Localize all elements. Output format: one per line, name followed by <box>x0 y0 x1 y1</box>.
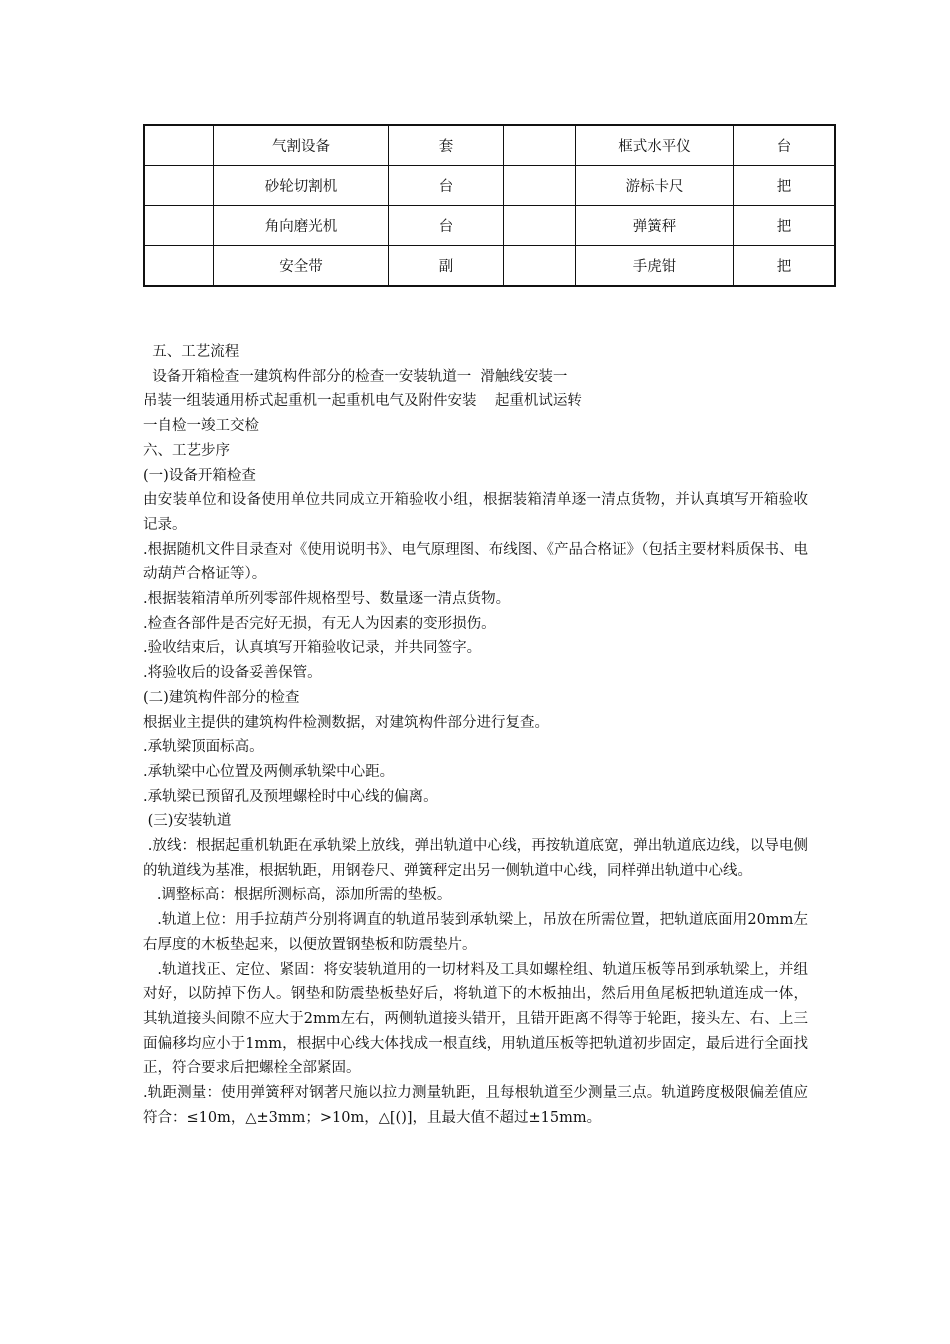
paragraph: 由安装单位和设备使用单位共同成立开箱验收小组，根据装箱清单逐一清点货物，并认真填写开箱验收记录。 <box>143 492 808 533</box>
subsection-heading: (一)设备开箱检查 <box>143 467 256 484</box>
table-cell: 框式水平仪 <box>576 125 734 166</box>
paragraph: .轨道找正、定位、紧固：将安装轨道用的一切材料及工具如螺栓组、轨道压板等吊到承轨梁上，并组对好，以防掉下伤人。钢垫和防震垫板垫好后，将轨道下的木板抽出，然后用鱼尾板把轨道连成一体，其轨道接头间隙不应大于2mm左右，两侧轨道接头错开，且错开距离不得等于轮距，接头左、右、上三面偏移均应小于1mm，根据中心线大体找成一根直线，用轨道压板等把轨道初步固定，最后进行全面找正，符合要求后把螺栓全部紧固。 <box>143 961 808 1077</box>
paragraph: .将验收后的设备妥善保管。 <box>143 665 322 682</box>
paragraph: .放线：根据起重机轨距在承轨梁上放线，弹出轨道中心线，再按轨道底宽，弹出轨道底边线，以导电侧的轨道线为基准，根据轨距，用钢卷尺、弹簧秤定出另一侧轨道中心线，同样弹出轨道中心线。 <box>143 838 809 879</box>
table-cell <box>504 246 576 287</box>
section-heading-process: 五、工艺流程 <box>143 344 240 360</box>
paragraph: .验收结束后，认真填写开箱验收记录，并共同签字。 <box>143 640 482 657</box>
paragraph: .调整标高：根据所测标高，添加所需的垫板。 <box>143 887 452 904</box>
equipment-table <box>143 124 836 287</box>
paragraph: .轨道上位：用手拉葫芦分别将调直的轨道吊装到承轨梁上，吊放在所需位置，把轨道底面用20mm左右厚度的木板垫起来，以便放置钢垫板和防震垫片。 <box>143 912 809 953</box>
table-cell: 游标卡尺 <box>576 166 734 206</box>
table-cell: 副 <box>389 246 504 287</box>
process-flow-line: 一自检一竣工交检 <box>143 418 259 435</box>
table-row <box>144 246 835 287</box>
paragraph: .检查各部件是否完好无损，有无人为因素的变形损伤。 <box>143 615 496 632</box>
process-flow-line: 吊装一组装通用桥式起重机一起重机电气及附件安装 起重机试运转 <box>143 393 582 410</box>
table-cell <box>144 206 214 246</box>
table-row <box>144 125 835 166</box>
document-body <box>143 340 808 1131</box>
section-heading-steps: 六、工艺步序 <box>143 442 230 459</box>
paragraph: .根据随机文件目录查对《使用说明书》、电气原理图、布线图、《产品合格证》（包括主要材料质保书、电动葫芦合格证等）。 <box>143 541 808 583</box>
table-cell <box>504 166 576 206</box>
table-cell: 把 <box>734 246 836 287</box>
table-cell: 把 <box>734 206 836 246</box>
table-cell: 气割设备 <box>214 125 389 166</box>
process-flow-line: 设备开箱检查一建筑构件部分的检查一安装轨道一 滑触线安装一 <box>143 368 568 385</box>
table-cell <box>144 166 214 206</box>
table-row <box>144 166 835 206</box>
table-cell <box>504 125 576 166</box>
paragraph: 根据业主提供的建筑构件检测数据，对建筑构件部分进行复查。 <box>143 714 549 731</box>
paragraph: .承轨梁中心位置及两侧承轨梁中心距。 <box>143 763 395 780</box>
table-cell: 角向磨光机 <box>214 206 389 246</box>
paragraph: .承轨梁顶面标高。 <box>143 739 264 756</box>
table-cell: 弹簧秤 <box>576 206 734 246</box>
table-cell: 套 <box>389 125 504 166</box>
table-cell <box>144 125 214 166</box>
table-cell: 台 <box>734 125 836 166</box>
subsection-heading: (三)安装轨道 <box>143 813 232 830</box>
paragraph: .承轨梁已预留孔及预埋螺栓时中心线的偏离。 <box>143 788 438 805</box>
table-cell: 砂轮切割机 <box>214 166 389 206</box>
table-cell <box>144 246 214 287</box>
paragraph: .根据装箱清单所列零部件规格型号、数量逐一清点货物。 <box>143 591 511 608</box>
table-row <box>144 206 835 246</box>
table-cell: 把 <box>734 166 836 206</box>
table-cell: 台 <box>389 166 504 206</box>
paragraph: .轨距测量：使用弹簧秤对钢著尺施以拉力测量轨距，且每根轨道至少测量三点。轨道跨度极限偏差值应符合：≤10m，△±3mm；>10m，△[()]，且最大值不超过±15mm。 <box>143 1085 808 1126</box>
table-cell <box>504 206 576 246</box>
table-cell: 台 <box>389 206 504 246</box>
table-cell: 手虎钳 <box>576 246 734 287</box>
subsection-heading: (二)建筑构件部分的检查 <box>143 689 300 706</box>
table-cell: 安全带 <box>214 246 389 287</box>
